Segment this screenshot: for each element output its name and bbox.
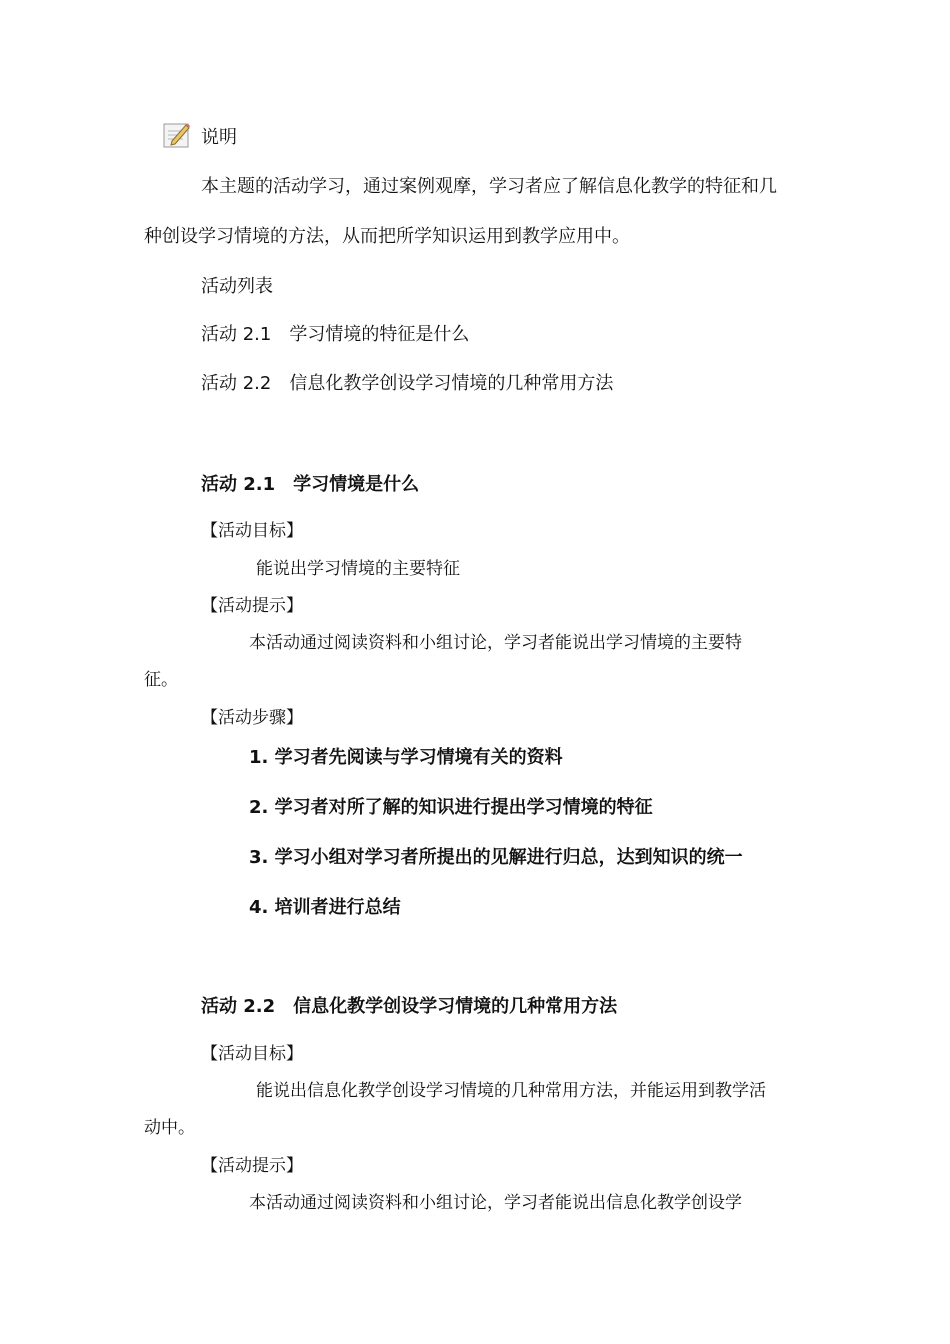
activity1-heading: 活动 2.1 学习情境是什么 [201,474,420,495]
activity2-heading: 活动 2.2 信息化教学创设学习情境的几种常用方法 [201,996,618,1017]
activity1-steps-label: 【活动步骤】 [201,708,303,728]
activity1-tip-label: 【活动提示】 [201,596,303,616]
activity2-tip-label: 【活动提示】 [201,1156,303,1176]
activity1-goal-text: 能说出学习情境的主要特征 [256,559,460,579]
activity-list-item: 活动 2.1 学习情境的特征是什么 [201,324,470,345]
activity2-tip-line-1: 本活动通过阅读资料和小组讨论，学习者能说出信息化教学创设学 [249,1193,742,1213]
activity-list-item: 活动 2.2 信息化教学创设学习情境的几种常用方法 [201,373,614,394]
activity2-goal-line-2: 动中。 [144,1118,195,1138]
activity1-step: 1. 学习者先阅读与学习情境有关的资料 [249,747,563,768]
activity1-step: 2. 学习者对所了解的知识进行提出学习情境的特征 [249,797,653,818]
intro-line-1: 本主题的活动学习，通过案例观摩，学习者应了解信息化教学的特征和几 [201,176,777,197]
intro-line-2: 种创设学习情境的方法，从而把所学知识运用到教学应用中。 [144,226,630,247]
note-title: 说明 [201,127,237,148]
activity1-step: 4. 培训者进行总结 [249,897,401,918]
note-pencil-icon [163,121,191,149]
activity2-goal-label: 【活动目标】 [201,1044,303,1064]
activity1-goal-label: 【活动目标】 [201,521,303,541]
activity-list-title: 活动列表 [201,276,273,297]
activity1-tip-line-2: 征。 [144,670,178,690]
activity2-goal-line-1: 能说出信息化教学创设学习情境的几种常用方法，并能运用到教学活 [256,1081,766,1101]
activity1-tip-line-1: 本活动通过阅读资料和小组讨论，学习者能说出学习情境的主要特 [249,633,742,653]
activity1-step: 3. 学习小组对学习者所提出的见解进行归总，达到知识的统一 [249,847,743,868]
